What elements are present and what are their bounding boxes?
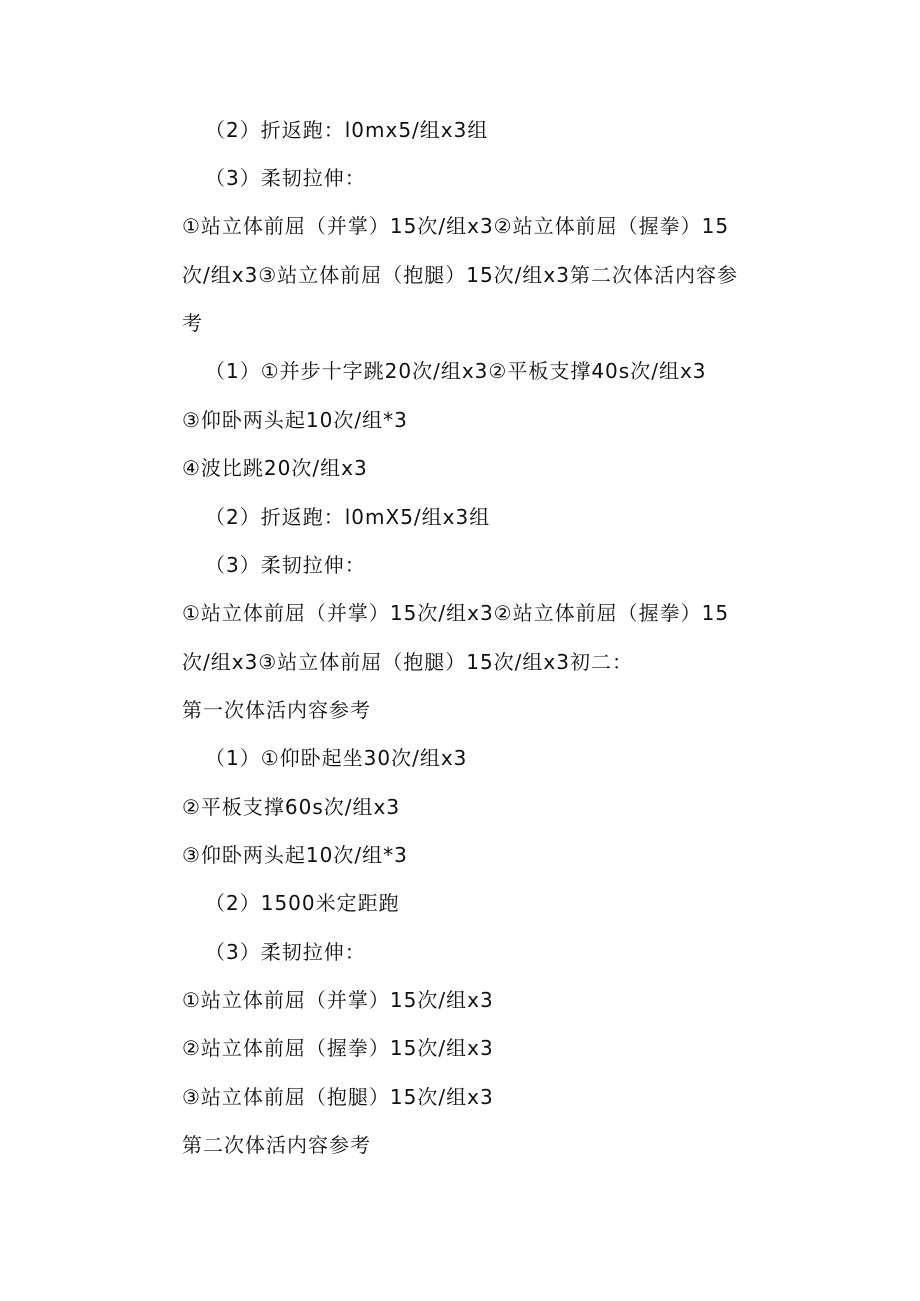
text-line: （1）①仰卧起坐30次/组x3 [205,746,468,770]
text-line: （2）1500米定距跑 [205,891,400,915]
text-line: （2）折返跑：l0mX5/组x3组 [205,505,491,529]
section-heading: 第二次体活内容参考 [182,1133,371,1157]
text-line: ③站立体前屈（抱腿）15次/组x3 [182,1085,494,1109]
text-line: （1）①并步十字跳20次/组x3②平板支撑40s次/组x3 [205,359,707,383]
text-line: （3）柔韧拉伸： [205,166,366,190]
text-line: 次/组x3③站立体前屈（抱腿）15次/组x3第二次体活内容参 [182,263,738,287]
text-line: （3）柔韧拉伸： [205,940,366,964]
text-line: （2）折返跑：l0mx5/组x3组 [205,118,489,142]
text-line: ①站立体前屈（并掌）15次/组x3 [182,988,494,1012]
text-line: ③仰卧两头起10次/组*3 [182,408,408,432]
text-line: （3）柔韧拉伸： [205,553,366,577]
text-line: ①站立体前屈（并掌）15次/组x3②站立体前屈（握拳）15 [182,601,730,625]
text-line: ①站立体前屈（并掌）15次/组x3②站立体前屈（握拳）15 [182,214,730,238]
text-line: ④波比跳20次/组x3 [182,456,368,480]
text-line: 考 [182,311,203,335]
text-line: 次/组x3③站立体前屈（抱腿）15次/组x3初二： [182,650,633,674]
section-heading: 第一次体活内容参考 [182,698,371,722]
text-line: ②平板支撑60s次/组x3 [182,795,401,819]
text-line: ②站立体前屈（握拳）15次/组x3 [182,1036,494,1060]
text-line: ③仰卧两头起10次/组*3 [182,843,408,867]
